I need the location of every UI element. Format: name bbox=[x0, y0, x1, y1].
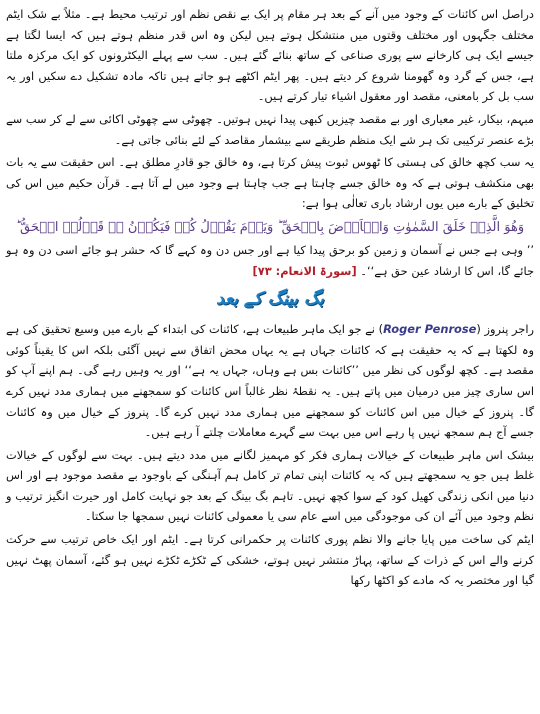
translation-text: ’’ وہی ہے جس نے آسمان و زمین کو برحق پیدا کیا ہے اور جس دن وہ کہے گا کہ حشر ہو جائے اسی دن وہ ہو جائے گا، اس کا ارشاد عین حق ہے‘‘۔ bbox=[6, 242, 534, 278]
quran-verse: وَهُوَ الَّذِیۡ خَلَقَ السَّمٰوٰتِ وَالۡاَرۡضَ بِالۡحَقِّ ؕ وَیَوۡمَ یَقُوۡلُ کُنۡ فَیَکُوۡنُ ؕ۬ قَوۡلُہُ الۡحَقُّ ؕ bbox=[15, 219, 525, 235]
surah-reference: [سورۃ الانعام: ۷۳] bbox=[252, 263, 357, 278]
paragraph-4-start: راجر پنروز ( bbox=[476, 322, 534, 337]
english-name: Roger Penrose bbox=[383, 322, 477, 337]
paragraph-4-rest: ) نے جو ایک ماہر طبیعات ہے، کائنات کی ابتداء کے بارے میں وسیع تحقیق کی ہے وہ لکھتا ہے کہ یہ حقیقت ہے کہ کائنات جہاں ہے یہ یہاں محض اتفاق سے نہیں آگئی بلکہ اس کا یقیناً کوئی مقصد ہے۔ کچھ لوگوں کی نظر میں ’’کائنات بس ہے وہاں، جہاں یہ ہے‘‘ اور یہ وہیں رہے گی۔ ہم اپنے آپ کو اس ساری چیز میں درمیان میں پاتے ہیں۔ یہ نقطۂ نظر غالباً اس کائنات کو سمجھنے میں ہماری مدد نہیں کرے گا۔ پنروز کے خیال میں اس کائنات کو سمجھنے میں ہماری مدد نہیں کرے گا۔ پنروز کے خیال میں وہ کائنات جسے آج ہم سمجھ نہیں پا رہے اس میں بہت سے گہرے معاملات چلتے آ رہے ہیں۔ bbox=[6, 322, 534, 440]
paragraph-5: بیشک اس ماہر طبیعات کے خیالات ہماری فکر کو مہمیز لگانے میں مدد دیتے ہیں۔ بہت سے لوگوں کے خیالات غلط ہیں جو یہ سمجھتے ہیں کہ یہ کائنات اپنی تمام تر کامل ہم آہنگی کے باوجود بے مقصد موجود ہے اور اس دنیا میں انکی زندگی کھیل کود کے سوا کچھ نہیں۔ تاہم بگ بینگ کے بعد جو نہایت کامل اور حیرت انگیز ترتیب و نظم وجود میں آئے ان کی موجودگی میں اسے عام سی یا معمولی کائنات نہیں سمجھا جا سکتا۔ bbox=[6, 447, 534, 524]
paragraph-3: یہ سب کچھ خالق کی ہستی کا ٹھوس ثبوت پیش کرتا ہے، وہ خالق جو قادرِ مطلق ہے۔ اس حقیقت سے یہ بات بھی منکشف ہوتی ہے کہ وہ خالق جسے چاہتا ہے جب چاہتا ہے وجود میں لے آتا ہے۔ قرآن حکیم میں اس کی تخلیق کے بارے میں یوں ارشاد باری تعالٰی ہوا ہے: bbox=[6, 155, 534, 211]
paragraph-4 bbox=[6, 319, 534, 443]
paragraph-1: دراصل اس کائنات کے وجود میں آنے کے بعد ہر مقام پر ایک بے نقص نظم اور ترتیب محیط ہے۔ مثلاً بے شک ایٹم مختلف جگہوں اور مختلف وقتوں میں منتشکل ہوتے ہیں لیکن وہ اس قدر منظم ہوتے ہیں کہ ایسا لگتا ہے جیسے ایک ہی کارخانے سے پوری صناعی کے ساتھ بنائے گئے ہیں۔ سب سے پہلے الیکٹرونوں کو ایک مرکزہ ملتا ہے، جس کے گرد وہ گھومنا شروع کر دیتے ہیں۔ پھر ایٹم اکٹھے ہو جاتے ہیں تاکہ مادہ تشکیل دے سکیں اور یہ سب بل کر بامعنی، مقصد اور معقول اشیاء تیار کرتے ہیں۔ bbox=[6, 7, 534, 104]
verse-translation bbox=[6, 240, 534, 281]
section-heading: بگ بینگ کے بعد bbox=[216, 289, 324, 310]
paragraph-6: ایٹم کی ساخت میں پایا جانے والا نظم پوری کائنات پر حکمرانی کرتا ہے۔ ایٹم اور ایک خاص ترتیب سے حرکت کرنے والے اس کے ذرات کے ساتھ، پہاڑ منتشر نہیں ہوتے، خشکی کے ٹکڑے ٹکڑے نہیں ہو گئے، آسمان پھٹ نہیں گیا اور مختصر یہ کہ مادے کو اکٹھا رکھا bbox=[6, 532, 534, 588]
paragraph-2: مبہم، بیکار، غیر معیاری اور بے مقصد چیزیں کبھی پیدا نہیں ہوتیں۔ چھوٹی سے چھوٹی اکائی سے لے کر سب سے بڑے عنصر ترکیبی تک ہر شے ایک منظم طریقے سے بیشمار مقاصد کے لئے بنائی جاتی ہے۔ bbox=[6, 111, 534, 147]
